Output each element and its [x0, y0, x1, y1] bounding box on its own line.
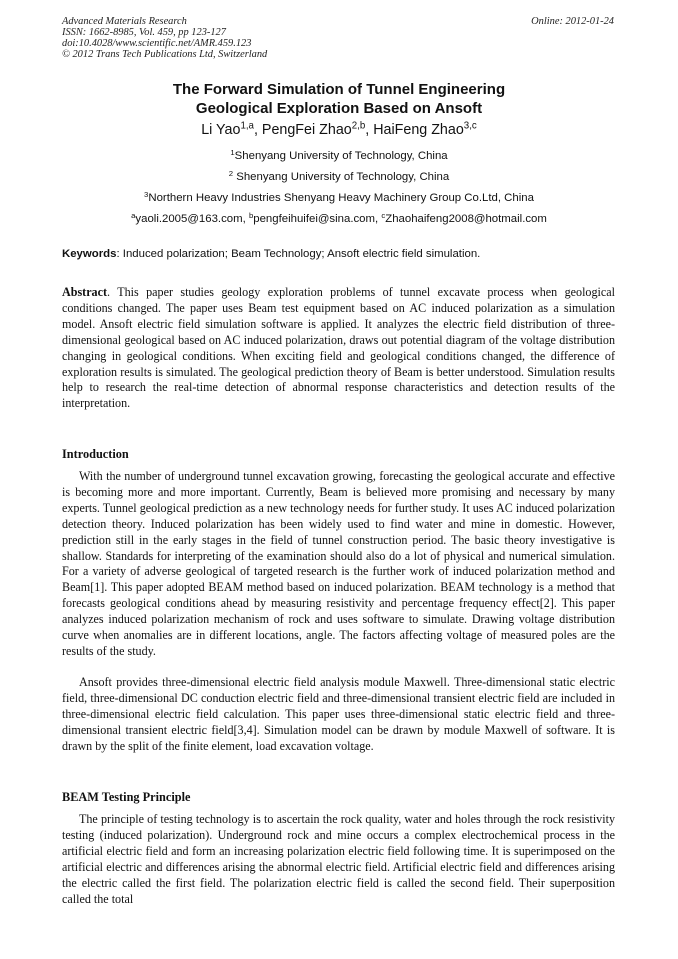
affiliation-sup: 2	[228, 168, 234, 178]
author-separator: ,	[253, 122, 262, 138]
email-list: $^a$yaoli.2005@163.com, $^b$pengfeihuifei@sina.com, $^c$Zhaohaifeng2008@hotmail.com	[131, 210, 547, 225]
keywords	[62, 248, 616, 260]
affiliation-3	[62, 189, 616, 204]
title-line-1: The Forward Simulation of Tunnel Engineering	[172, 81, 506, 98]
author-name: Li Yao	[201, 122, 241, 138]
doi-line: doi:10.4028/www.scientific.net/AMR.459.123	[62, 38, 252, 49]
author-name: HaiFeng Zhao	[373, 122, 464, 138]
keywords-label: Keywords	[62, 248, 117, 260]
abstract	[62, 285, 615, 412]
affiliation-1	[62, 147, 616, 162]
affiliation-text: Shenyang University of Technology, China	[236, 171, 450, 183]
intro-paragraph-1: With the number of underground tunnel excavation growing, forecasting the geological accurate and effective is becoming more and more important. Currently, Beam is believed more promising and necessary by many experts. Tunnel geological prediction as a new technology needs for further study. It uses AC induced polarization detection theory. Induced polarization has been widely used to find water and mine in domestic. However, prediction still in the early stages in the field of tunnel construction period. The basic theory investigative is shallow. Standards for interpreting of the examination should also do a lot of physical and numerical simulation. For a variety of adverse geological of targeted research is the further work of induced polarization method and Beam[1]. This paper adopted BEAM method based on induced polarization. BEAM technology is a method that forecasts geological conditions ahead by measuring resistivity and percentage frequency effect[2]. This paper analyzes induced polarization mechanism of rock and uses software to simulate. Drawing voltage distribution curve when anomalies are in different locations, angle. The factors affecting voltage of measured poles are the results of the study.	[62, 469, 615, 658]
email-link[interactable]: Zhaohaifeng2008@hotmail.com	[385, 213, 547, 225]
email-link[interactable]: yaoli.2005@163.com	[135, 213, 243, 225]
affiliation-text: Shenyang University of Technology, China	[234, 150, 448, 162]
author-sup: 3,c	[463, 120, 477, 132]
title-line-2: Geological Exploration Based on Ansoft	[195, 100, 483, 117]
issn-line: ISSN: 1662-8985, Vol. 459, pp 123-127	[62, 27, 226, 38]
affiliation-2	[62, 168, 616, 183]
paper-title	[62, 80, 616, 118]
email-sup: b	[248, 210, 254, 220]
email-sup: a	[131, 210, 136, 220]
intro-paragraph-2: Ansoft provides three-dimensional electric field analysis module Maxwell. Three-dimensional static electric field, three-dimensional DC conduction electric field and three-dimensional transient electric field are included in three-dimensional electric field calculation. This paper uses three-dimensional static electric field and three-dimensional transient electric field[3,4]. Simulation model can be drawn by module Maxwell of software. It is drawn by the split of the finite element, load excavation voltage.	[62, 675, 615, 753]
author-sup: 1,a	[240, 120, 254, 132]
abstract-label: Abstract	[62, 285, 108, 299]
affiliation-sup: 3	[144, 189, 149, 199]
section-heading-introduction: Introduction	[62, 447, 129, 461]
author-separator: ,	[365, 122, 374, 138]
keywords-text: : Induced polarization; Beam Technology; Ansoft electric field simulation.	[116, 248, 481, 260]
journal-name: Advanced Materials Research	[62, 16, 187, 27]
online-date: Online: 2012-01-24	[531, 16, 614, 27]
author-list	[62, 122, 616, 138]
affiliation-sup: 1	[230, 147, 235, 157]
beam-paragraph-1: The principle of testing technology is to ascertain the rock quality, water and holes through the rock resistivity testing (induced polarization). Underground rock and mine occurs a complex electrochemical process in the artificial electric field and form an increasing polarization electric field following time. It is superimposed on the artificial electric and differences arising the abnormal electric field. Artificial electric field and differences arising the electric called the first field. The polarization electric field is called the second field. Their superposition called the total	[62, 812, 615, 906]
author-name: PengFei Zhao	[261, 122, 352, 138]
copyright-line: © 2012 Trans Tech Publications Ltd, Switzerland	[62, 49, 268, 60]
affiliation-text: Northern Heavy Industries Shenyang Heavy Machinery Group Co.Ltd, China	[148, 192, 534, 204]
email-sup: c	[381, 210, 386, 220]
email-link[interactable]: pengfeihuifei@sina.com	[253, 213, 376, 225]
author-sup: 2,b	[351, 120, 366, 132]
section-heading-beam: BEAM Testing Principle	[62, 790, 191, 804]
abstract-text: . This paper studies geology exploration problems of tunnel excavate process when geological conditions changed. The paper uses Beam test equipment based on AC induced polarization as a simulation model. Ansoft electric field simulation software is applied. It analyzes the electric field distribution of three-dimensional geological based on AC induced polarization, draws out potential diagram of the voltage distribution changing in geological conditions. When exciting field and geological conditions changed, the difference of exploration results is simulated. The geological prediction theory of Beam is better understood. Simulation results help to research the real-time detection of abnormal response characteristics and detection results of the interpretation.	[62, 285, 615, 411]
